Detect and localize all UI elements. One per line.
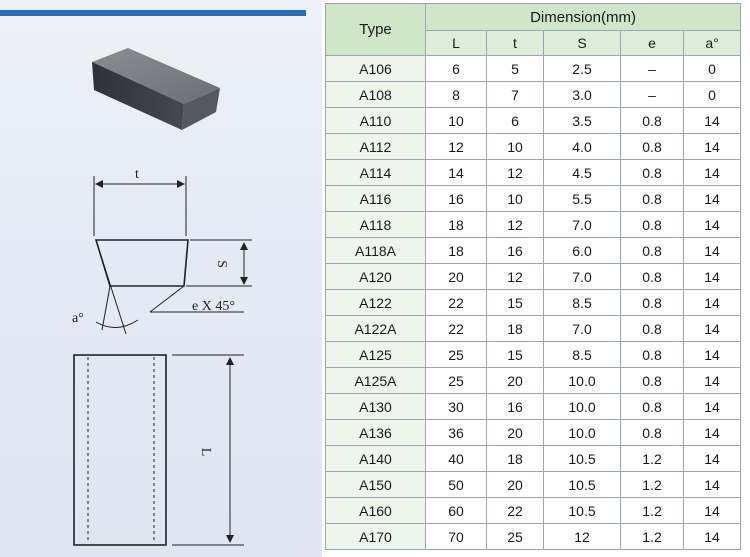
type-cell: A112 [326, 134, 426, 160]
value-cell: 1.2 [621, 498, 684, 524]
value-cell: 22 [426, 316, 487, 342]
table-row [326, 82, 741, 108]
value-cell: 14 [684, 472, 741, 498]
type-cell: A130 [326, 394, 426, 420]
value-cell: 20 [487, 368, 544, 394]
value-cell: 12 [487, 212, 544, 238]
value-cell: 14 [684, 238, 741, 264]
value-cell: 12 [487, 264, 544, 290]
value-cell: – [621, 56, 684, 82]
value-cell: 14 [684, 186, 741, 212]
value-cell: 7.0 [544, 212, 621, 238]
table-body [326, 56, 741, 550]
type-cell: A136 [326, 420, 426, 446]
table-row [326, 446, 741, 472]
table-row [326, 134, 741, 160]
value-cell: 14 [684, 134, 741, 160]
value-cell: 6.0 [544, 238, 621, 264]
value-cell: 0.8 [621, 160, 684, 186]
value-cell: 40 [426, 446, 487, 472]
value-cell: 16 [487, 394, 544, 420]
value-cell: 70 [426, 524, 487, 550]
type-cell: A150 [326, 472, 426, 498]
type-cell: A122 [326, 290, 426, 316]
table-row [326, 420, 741, 446]
column-header-l: L [426, 31, 487, 56]
dimension-table [325, 3, 741, 550]
value-cell: 14 [684, 446, 741, 472]
value-cell: 0.8 [621, 394, 684, 420]
type-cell: A160 [326, 498, 426, 524]
value-cell: 14 [684, 368, 741, 394]
type-cell: A122A [326, 316, 426, 342]
value-cell: 0.8 [621, 108, 684, 134]
table-row [326, 290, 741, 316]
value-cell: 14 [684, 160, 741, 186]
column-header-e: e [621, 31, 684, 56]
angle-label: a° [72, 311, 84, 326]
value-cell: 10 [426, 108, 487, 134]
value-cell: 16 [426, 186, 487, 212]
value-cell: 7.0 [544, 316, 621, 342]
value-cell: 25 [426, 342, 487, 368]
value-cell: 60 [426, 498, 487, 524]
value-cell: 1.2 [621, 446, 684, 472]
value-cell: 14 [684, 316, 741, 342]
value-cell: 0.8 [621, 134, 684, 160]
table-row [326, 108, 741, 134]
value-cell: 7.0 [544, 264, 621, 290]
type-cell: A140 [326, 446, 426, 472]
type-cell: A116 [326, 186, 426, 212]
value-cell: 15 [487, 290, 544, 316]
value-cell: 0.8 [621, 238, 684, 264]
insert-profile [96, 240, 188, 286]
value-cell: 30 [426, 394, 487, 420]
s-label: S [214, 260, 229, 268]
value-cell: 10 [487, 134, 544, 160]
value-cell: 22 [426, 290, 487, 316]
type-cell: A120 [326, 264, 426, 290]
value-cell: 14 [684, 108, 741, 134]
type-cell: A118A [326, 238, 426, 264]
value-cell: 0.8 [621, 290, 684, 316]
value-cell: 14 [684, 290, 741, 316]
table-row [326, 524, 741, 550]
value-cell: 8 [426, 82, 487, 108]
value-cell: 50 [426, 472, 487, 498]
value-cell: 14 [684, 498, 741, 524]
value-cell: 8.5 [544, 342, 621, 368]
type-header: Type [326, 4, 426, 56]
value-cell: 0.8 [621, 368, 684, 394]
table-row [326, 394, 741, 420]
table-row [326, 264, 741, 290]
type-cell: A118 [326, 212, 426, 238]
table-row [326, 238, 741, 264]
value-cell: 0.8 [621, 212, 684, 238]
value-cell: 4.5 [544, 160, 621, 186]
value-cell: 0.8 [621, 420, 684, 446]
chamfer-label: e X 45° [192, 299, 235, 314]
table-row [326, 186, 741, 212]
type-cell: A170 [326, 524, 426, 550]
value-cell: 10 [487, 186, 544, 212]
top-view [74, 355, 244, 545]
table-row [326, 342, 741, 368]
value-cell: 15 [487, 342, 544, 368]
value-cell: 14 [684, 212, 741, 238]
value-cell: 0.8 [621, 342, 684, 368]
table-row [326, 56, 741, 82]
type-cell: A110 [326, 108, 426, 134]
type-cell: A106 [326, 56, 426, 82]
table-row [326, 160, 741, 186]
value-cell: 12 [487, 160, 544, 186]
value-cell: 10.5 [544, 446, 621, 472]
value-cell: 14 [684, 420, 741, 446]
value-cell: 18 [487, 316, 544, 342]
value-cell: – [621, 82, 684, 108]
t-label: t [135, 167, 139, 182]
value-cell: 25 [426, 368, 487, 394]
type-cell: A125 [326, 342, 426, 368]
table-row [326, 498, 741, 524]
value-cell: 6 [426, 56, 487, 82]
table-row [326, 472, 741, 498]
value-cell: 36 [426, 420, 487, 446]
value-cell: 6 [487, 108, 544, 134]
value-cell: 2.5 [544, 56, 621, 82]
value-cell: 12 [544, 524, 621, 550]
value-cell: 10.0 [544, 420, 621, 446]
value-cell: 18 [426, 212, 487, 238]
value-cell: 0.8 [621, 264, 684, 290]
table-row [326, 368, 741, 394]
value-cell: 10.0 [544, 394, 621, 420]
value-cell: 25 [487, 524, 544, 550]
value-cell: 3.5 [544, 108, 621, 134]
value-cell: 0 [684, 82, 741, 108]
value-cell: 3.0 [544, 82, 621, 108]
insert-3d-image [92, 48, 220, 130]
value-cell: 14 [426, 160, 487, 186]
type-cell: A108 [326, 82, 426, 108]
table-row [326, 316, 741, 342]
value-cell: 0.8 [621, 186, 684, 212]
value-cell: 10.5 [544, 472, 621, 498]
value-cell: 12 [426, 134, 487, 160]
value-cell: 22 [487, 498, 544, 524]
column-header-angle: a° [684, 31, 741, 56]
value-cell: 8.5 [544, 290, 621, 316]
value-cell: 14 [684, 394, 741, 420]
value-cell: 18 [487, 446, 544, 472]
value-cell: 5.5 [544, 186, 621, 212]
value-cell: 0.8 [621, 316, 684, 342]
value-cell: 20 [426, 264, 487, 290]
value-cell: 5 [487, 56, 544, 82]
value-cell: 16 [487, 238, 544, 264]
value-cell: 14 [684, 524, 741, 550]
value-cell: 10.0 [544, 368, 621, 394]
value-cell: 1.2 [621, 524, 684, 550]
value-cell: 18 [426, 238, 487, 264]
type-cell: A125A [326, 368, 426, 394]
value-cell: 4.0 [544, 134, 621, 160]
value-cell: 14 [684, 342, 741, 368]
value-cell: 0 [684, 56, 741, 82]
value-cell: 1.2 [621, 472, 684, 498]
value-cell: 20 [487, 472, 544, 498]
column-header-s: S [544, 31, 621, 56]
technical-drawing [0, 0, 322, 557]
value-cell: 7 [487, 82, 544, 108]
table-row [326, 212, 741, 238]
type-cell: A114 [326, 160, 426, 186]
value-cell: 14 [684, 264, 741, 290]
value-cell: 10.5 [544, 498, 621, 524]
value-cell: 20 [487, 420, 544, 446]
dimension-header: Dimension(mm) [426, 4, 741, 31]
l-label: L [198, 447, 213, 457]
column-header-t: t [487, 31, 544, 56]
